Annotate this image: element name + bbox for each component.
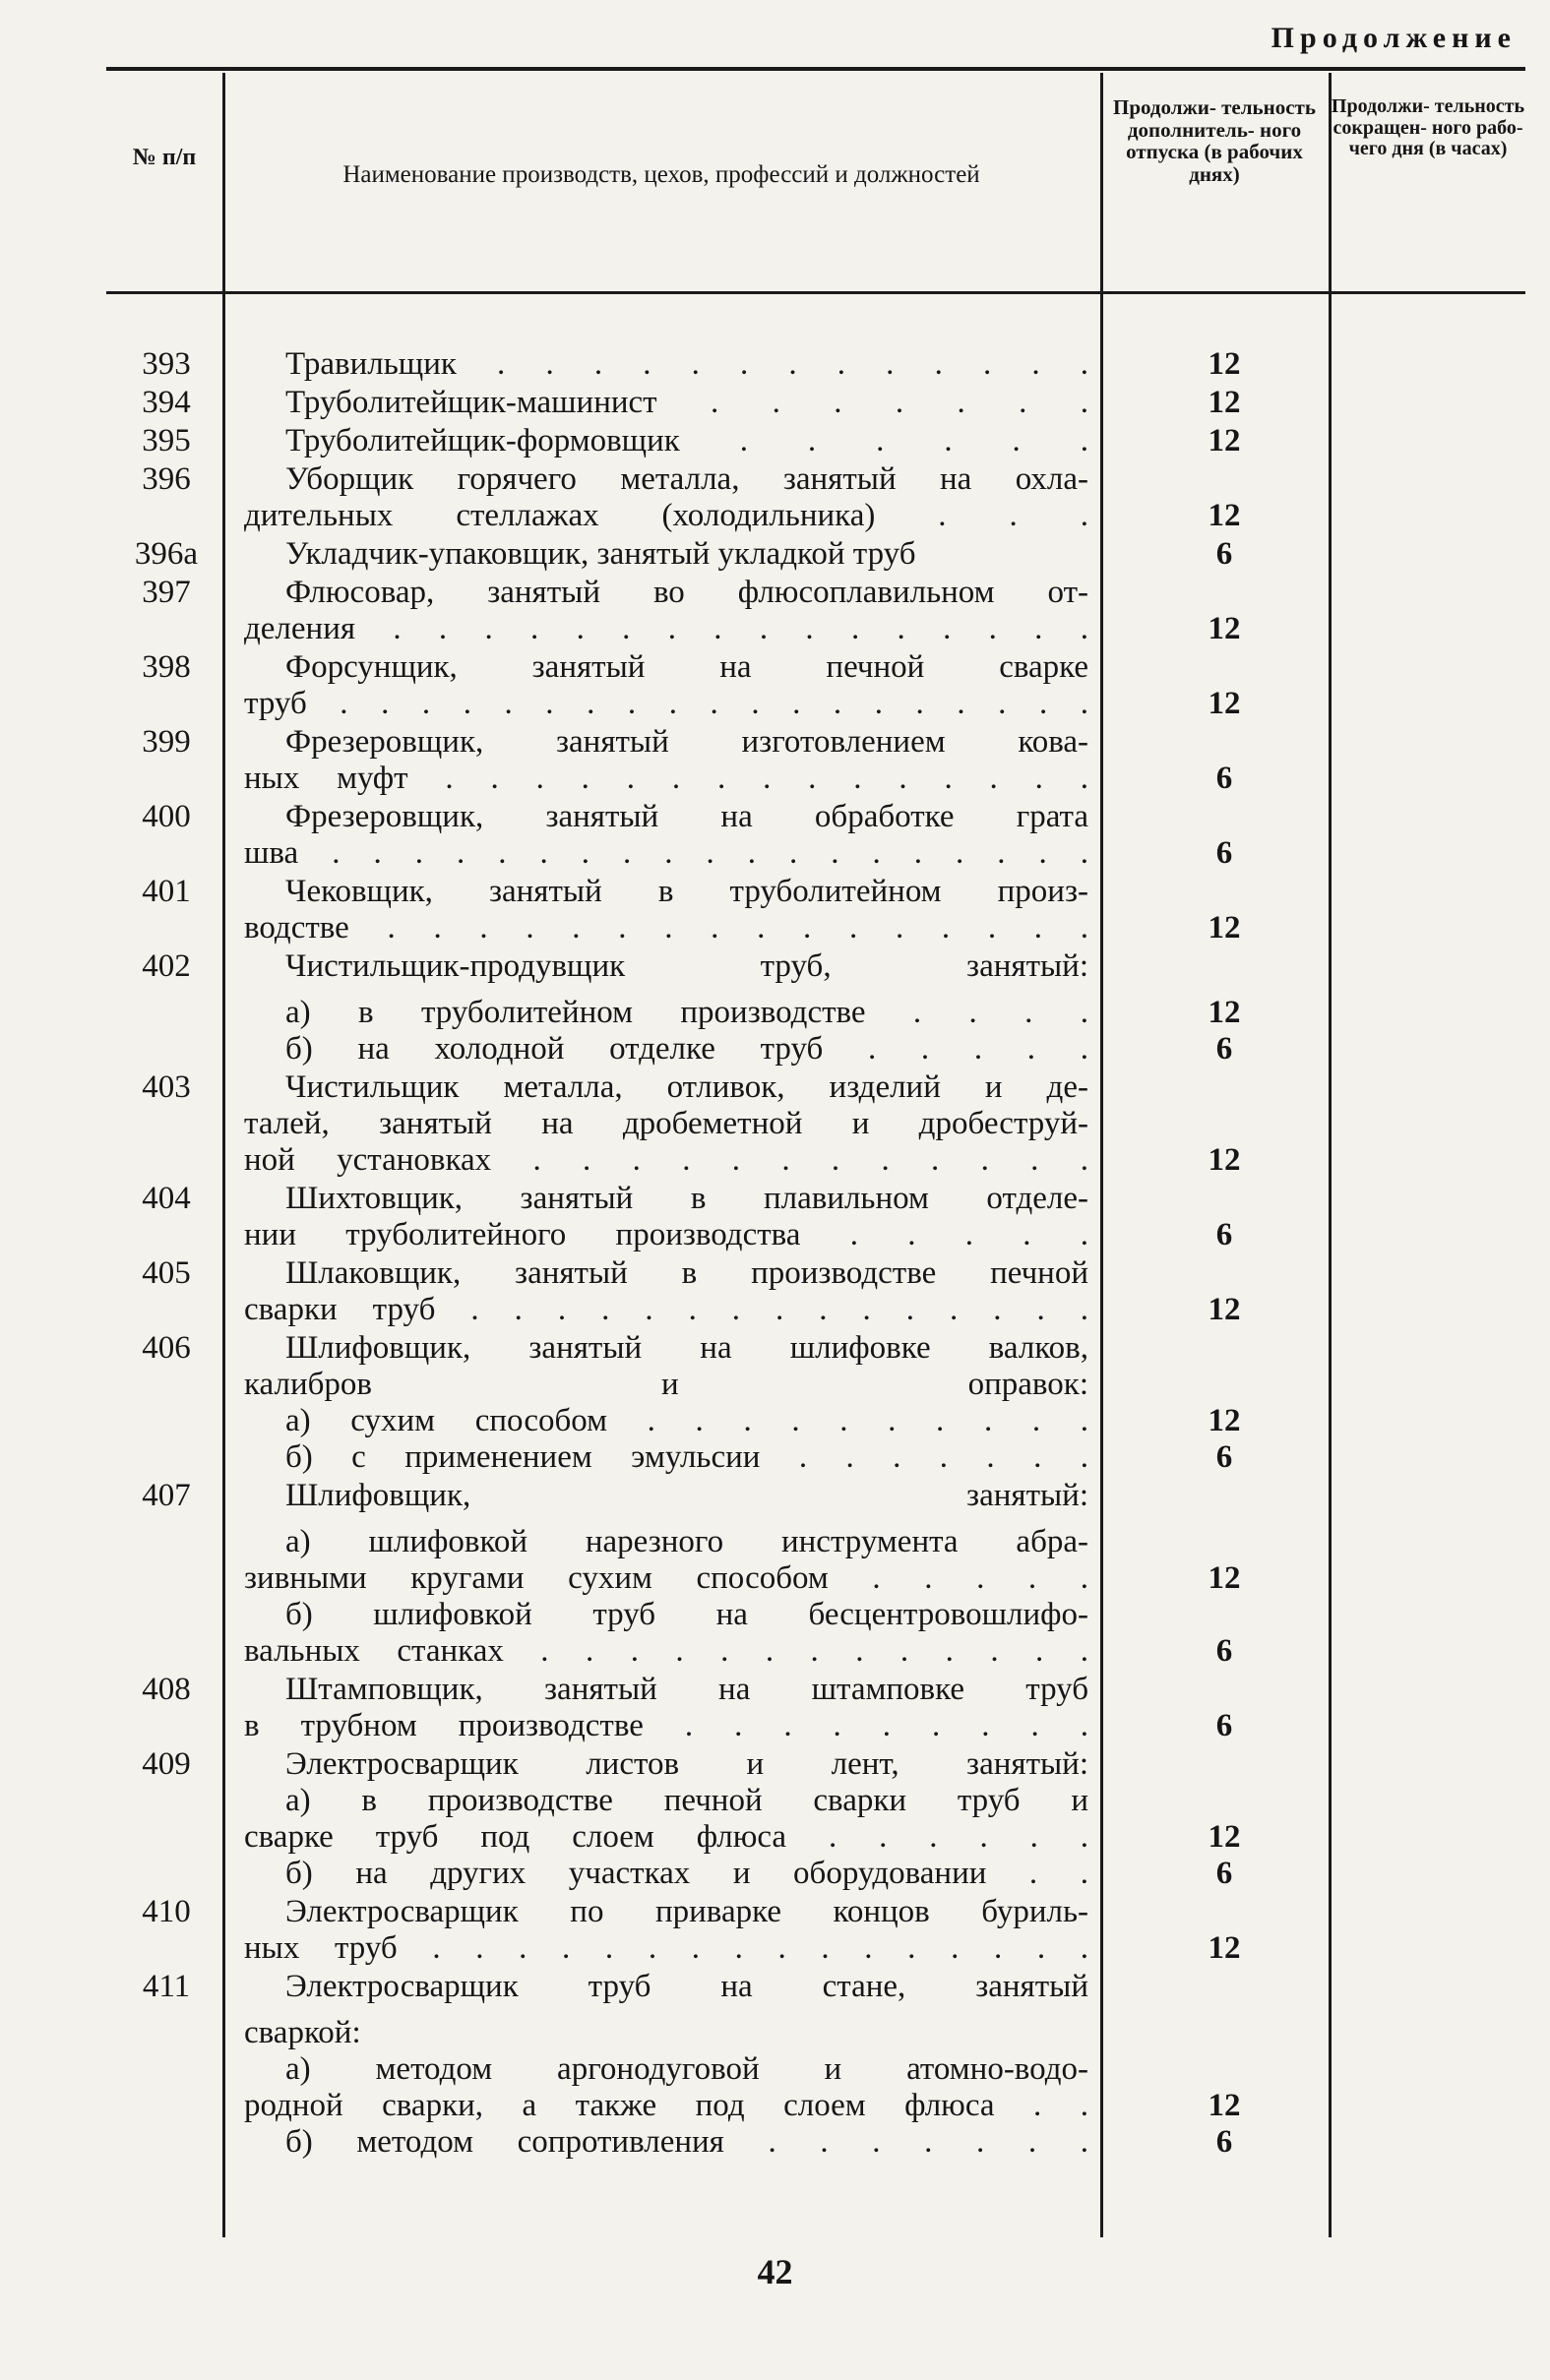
- row-text-line: труб . . . . . . . . . . . . . . . . . . .: [244, 686, 1088, 721]
- leave-days-value: 6: [1215, 835, 1233, 871]
- row-number: 396а: [134, 536, 199, 572]
- row-number: 394: [142, 385, 191, 420]
- leave-days-cell: [1110, 1894, 1338, 1967]
- header-hours: Продолжи- тельность сокращен- ного рабо- чего дня (в часах): [1331, 95, 1525, 160]
- row-text-line: б) методом сопротивления . . . . . . .: [285, 2124, 1088, 2160]
- leave-days-value: 12: [1208, 1560, 1241, 1596]
- row-number: 409: [142, 1746, 191, 1782]
- leave-days-value: 6: [1215, 536, 1233, 572]
- row-title: [226, 385, 1110, 421]
- leave-days-cell: [1110, 1746, 1338, 1892]
- leave-days-value: 6: [1215, 1031, 1233, 1067]
- row-text-line: сварке труб под слоем флюса . . . . . .: [244, 1819, 1088, 1855]
- row-text-line: ных труб . . . . . . . . . . . . . . . .: [244, 1930, 1088, 1966]
- row-text-line: а) сухим способом . . . . . . . . . .: [285, 1403, 1088, 1438]
- row-title: [226, 1330, 1110, 1476]
- row-text-line: б) на других участках и оборудовании . .: [285, 1856, 1088, 1891]
- leave-days-cell: [1110, 385, 1338, 421]
- row-text-line: Шлифовщик, занятый:: [285, 1478, 1088, 1513]
- row-title: [226, 1672, 1110, 1744]
- row-text-line: б) с применением эмульсии . . . . . . .: [285, 1439, 1088, 1475]
- row-number: 393: [142, 346, 191, 382]
- leave-days-value: 12: [1208, 346, 1241, 382]
- leave-days-value: [1110, 461, 1338, 498]
- hours-cell: [1338, 575, 1525, 647]
- row-title: [226, 1069, 1110, 1179]
- leave-days-value: 12: [1208, 385, 1241, 420]
- row-number: 407: [142, 1478, 191, 1513]
- leave-days-value: [1110, 2051, 1338, 2088]
- row-number: 400: [142, 799, 191, 834]
- leave-days-value: [1110, 1478, 1338, 1514]
- row-text-line: ной установках . . . . . . . . . . . .: [244, 1142, 1088, 1178]
- row-text-line: а) в производстве печной сварки труб и: [285, 1783, 1088, 1818]
- leave-days-value: [1110, 948, 1338, 985]
- table-row: [106, 461, 1525, 534]
- leave-days-cell: [1110, 1478, 1338, 1670]
- leave-days-value: [1110, 799, 1338, 835]
- hours-cell: [1338, 799, 1525, 872]
- leave-days-cell: [1110, 799, 1338, 872]
- leave-days-value: 12: [1208, 995, 1241, 1030]
- leave-days-value: 12: [1208, 2088, 1241, 2123]
- leave-days-value: 12: [1208, 1142, 1241, 1178]
- hours-cell: [1338, 1330, 1525, 1476]
- table-row: [106, 1969, 1525, 2161]
- row-text-line: Труболитейщик-формовщик . . . . . .: [285, 423, 1088, 458]
- row-text-line: калибров и оправок:: [244, 1367, 1088, 1402]
- row-text-line: сваркой:: [244, 2015, 361, 2050]
- leave-days-value: 6: [1215, 761, 1233, 796]
- row-text-line: Чистильщик-продувщик труб, занятый:: [285, 948, 1088, 984]
- hours-cell: [1338, 1069, 1525, 1179]
- row-text-line: шва . . . . . . . . . . . . . . . . . . .: [244, 835, 1088, 871]
- leave-days-cell: [1110, 874, 1338, 946]
- row-text-line: деления . . . . . . . . . . . . . . . .: [244, 611, 1088, 646]
- row-text-line: сварки труб . . . . . . . . . . . . . . .: [244, 1292, 1088, 1327]
- table-row: [106, 1255, 1525, 1328]
- row-title: [226, 461, 1110, 534]
- leave-days-value: [1110, 575, 1338, 611]
- leave-days-value: [1110, 2015, 1338, 2051]
- row-number: 408: [142, 1672, 191, 1707]
- table-row: [106, 536, 1525, 573]
- table-body: [106, 346, 1525, 2161]
- leave-days-cell: [1110, 1255, 1338, 1328]
- header-leave: Продолжи- тельность дополнитель- ного отпуска (в рабочих днях): [1113, 95, 1316, 187]
- leave-days-cell: [1110, 724, 1338, 797]
- leave-days-value: 12: [1208, 1930, 1241, 1966]
- hours-cell: [1338, 724, 1525, 797]
- row-text-line: Штамповщик, занятый на штамповке труб: [285, 1672, 1088, 1707]
- row-text-line: Электросварщик труб на стане, занятый: [285, 1969, 1088, 2004]
- row-text-line: зивными кругами сухим способом . . . . .: [244, 1560, 1088, 1596]
- leave-days-cell: [1110, 461, 1338, 534]
- header-number: № п/п: [132, 145, 197, 170]
- table-row: [106, 948, 1525, 1068]
- leave-days-value: 12: [1208, 423, 1241, 458]
- leave-days-value: [1110, 1597, 1338, 1633]
- row-text-line: ных муфт . . . . . . . . . . . . . . .: [244, 761, 1088, 796]
- row-text-line: дительных стеллажах (холодильника) . . .: [244, 498, 1088, 533]
- row-number: 396: [142, 461, 191, 497]
- hours-cell: [1338, 874, 1525, 946]
- hours-cell: [1338, 346, 1525, 383]
- row-text-line: б) шлифовкой труб на бесцентровошлифо-: [285, 1597, 1088, 1632]
- hours-cell: [1338, 461, 1525, 534]
- row-number: 405: [142, 1255, 191, 1291]
- hours-cell: [1338, 1672, 1525, 1744]
- row-title: [226, 1478, 1110, 1670]
- row-number: 410: [142, 1894, 191, 1929]
- leave-days-value: 6: [1215, 2124, 1233, 2160]
- row-text-line: водстве . . . . . . . . . . . . . . . .: [244, 910, 1088, 946]
- leave-days-value: 12: [1208, 1292, 1241, 1327]
- leave-days-cell: [1110, 948, 1338, 1068]
- table-row: [106, 1746, 1525, 1892]
- row-text-line: б) на холодной отделке труб . . . . .: [285, 1031, 1088, 1067]
- row-text-line: нии труболитейного производства . . . . .: [244, 1217, 1088, 1252]
- row-number: 402: [142, 948, 191, 984]
- leave-days-value: [1110, 1255, 1338, 1292]
- hours-cell: [1338, 1478, 1525, 1670]
- row-text-line: Чековщик, занятый в труболитейном произ-: [285, 874, 1088, 909]
- continued-label: Продолжение: [1271, 22, 1517, 54]
- hours-cell: [1338, 1746, 1525, 1892]
- header-name: Наименование производств, цехов, профессий и должностей: [342, 161, 980, 188]
- row-text-line: талей, занятый на дробеметной и дробеструй-: [244, 1106, 1088, 1141]
- row-number: 406: [142, 1330, 191, 1366]
- row-text-line: а) в труболитейном производстве . . . .: [285, 995, 1088, 1030]
- row-number: 401: [142, 874, 191, 909]
- leave-days-value: [1110, 1367, 1338, 1403]
- table-top-rule: [106, 67, 1525, 71]
- row-title: [226, 346, 1110, 383]
- leave-days-value: [1110, 724, 1338, 761]
- table-row: [106, 385, 1525, 421]
- row-title: [226, 1894, 1110, 1967]
- leave-days-value: [1110, 1672, 1338, 1708]
- leave-days-value: 12: [1208, 686, 1241, 721]
- row-number: 395: [142, 423, 191, 458]
- leave-days-cell: [1110, 1969, 1338, 2161]
- row-text-line: а) шлифовкой нарезного инструмента абра-: [285, 1524, 1088, 1559]
- row-title: [226, 649, 1110, 722]
- row-text-line: Форсунщик, занятый на печной сварке: [285, 649, 1088, 685]
- leave-days-value: 6: [1215, 1856, 1233, 1891]
- leave-days-value: 12: [1208, 498, 1241, 533]
- leave-days-cell: [1110, 1330, 1338, 1476]
- row-title: [226, 536, 1110, 573]
- leave-days-value: 6: [1215, 1633, 1233, 1669]
- row-title: [226, 1255, 1110, 1328]
- row-text-line: вальных станках . . . . . . . . . . . . .: [244, 1633, 1088, 1669]
- table-row: [106, 1672, 1525, 1744]
- row-number: 398: [142, 649, 191, 685]
- row-title: [226, 1746, 1110, 1892]
- hours-cell: [1338, 649, 1525, 722]
- row-number: 397: [142, 575, 191, 610]
- hours-cell: [1338, 423, 1525, 459]
- leave-days-value: [1110, 1524, 1338, 1560]
- row-text-line: Фрезеровщик, занятый изготовлением кова-: [285, 724, 1088, 760]
- leave-days-value: [1110, 874, 1338, 910]
- row-number: 399: [142, 724, 191, 760]
- table-row: [106, 1069, 1525, 1179]
- hours-cell: [1338, 1894, 1525, 1967]
- leave-days-value: 12: [1208, 1403, 1241, 1438]
- leave-days-value: 12: [1208, 910, 1241, 946]
- row-text-line: Фрезеровщик, занятый на обработке грата: [285, 799, 1088, 834]
- leave-days-cell: [1110, 649, 1338, 722]
- row-text-line: а) методом аргонодуговой и атомно-водо-: [285, 2051, 1088, 2087]
- row-text-line: Электросварщик листов и лент, занятый:: [285, 1746, 1088, 1782]
- row-text-line: Шлифовщик, занятый на шлифовке валков,: [285, 1330, 1088, 1366]
- table-row: [106, 724, 1525, 797]
- table-row: [106, 1330, 1525, 1476]
- leave-days-value: 6: [1215, 1708, 1233, 1743]
- leave-days-value: [1110, 1783, 1338, 1819]
- leave-days-cell: [1110, 346, 1338, 383]
- row-text-line: в трубном производстве . . . . . . . . .: [244, 1708, 1088, 1743]
- row-text-line: родной сварки, а также под слоем флюса . .: [244, 2088, 1088, 2123]
- row-text-line: Чистильщик металла, отливок, изделий и де-: [285, 1069, 1088, 1105]
- row-text-line: Электросварщик по приварке концов буриль-: [285, 1894, 1088, 1929]
- table-row: [106, 423, 1525, 459]
- leave-days-value: [1110, 649, 1338, 686]
- leave-days-value: [1110, 1746, 1338, 1783]
- leave-days-value: 6: [1215, 1439, 1233, 1475]
- header-bottom-rule: [106, 291, 1525, 294]
- leave-days-value: 6: [1215, 1217, 1233, 1252]
- leave-days-cell: [1110, 423, 1338, 459]
- table-row: [106, 1181, 1525, 1253]
- leave-days-value: 12: [1208, 1819, 1241, 1855]
- leave-days-cell: [1110, 1672, 1338, 1744]
- hours-cell: [1338, 536, 1525, 573]
- row-number: 411: [142, 1969, 191, 2004]
- row-text-line: Уборщик горячего металла, занятый на охла-: [285, 461, 1088, 497]
- leave-days-value: [1110, 1894, 1338, 1930]
- row-text-line: Шлаковщик, занятый в производстве печной: [285, 1255, 1088, 1291]
- leave-days-value: [1110, 1969, 1338, 2005]
- row-text-line: Травильщик . . . . . . . . . . . . .: [285, 346, 1088, 382]
- table-row: [106, 1478, 1525, 1670]
- leave-days-value: [1110, 1069, 1338, 1106]
- leave-days-cell: [1110, 1181, 1338, 1253]
- leave-days-cell: [1110, 1069, 1338, 1179]
- row-number: 404: [142, 1181, 191, 1216]
- row-title: [226, 874, 1110, 946]
- table-row: [106, 575, 1525, 647]
- hours-cell: [1338, 1255, 1525, 1328]
- row-text-line: Труболитейщик-машинист . . . . . . .: [285, 385, 1088, 420]
- hours-cell: [1338, 1969, 1525, 2161]
- hours-cell: [1338, 948, 1525, 1068]
- leave-days-value: [1110, 1106, 1338, 1142]
- leave-days-value: [1110, 1181, 1338, 1217]
- row-title: [226, 724, 1110, 797]
- table-row: [106, 649, 1525, 722]
- row-title: [226, 423, 1110, 459]
- table-row: [106, 799, 1525, 872]
- row-title: [226, 575, 1110, 647]
- hours-cell: [1338, 1181, 1525, 1253]
- leave-days-value: [1110, 1330, 1338, 1367]
- row-title: [226, 1969, 1110, 2161]
- row-title: [226, 948, 1110, 1068]
- page-number: 42: [757, 2252, 793, 2291]
- row-title: [226, 1181, 1110, 1253]
- row-text-line: Шихтовщик, занятый в плавильном отделе-: [285, 1181, 1088, 1216]
- leave-days-cell: [1110, 575, 1338, 647]
- row-title: [226, 799, 1110, 872]
- leave-days-value: 12: [1208, 611, 1241, 646]
- table-row: [106, 1894, 1525, 1967]
- table-row: [106, 346, 1525, 383]
- leave-days-cell: [1110, 536, 1338, 573]
- table-row: [106, 874, 1525, 946]
- row-number: 403: [142, 1069, 191, 1105]
- row-text-line: Флюсовар, занятый во флюсоплавильном от-: [285, 575, 1088, 610]
- row-text-line: Укладчик-упаковщик, занятый укладкой труб: [285, 536, 916, 572]
- hours-cell: [1338, 385, 1525, 421]
